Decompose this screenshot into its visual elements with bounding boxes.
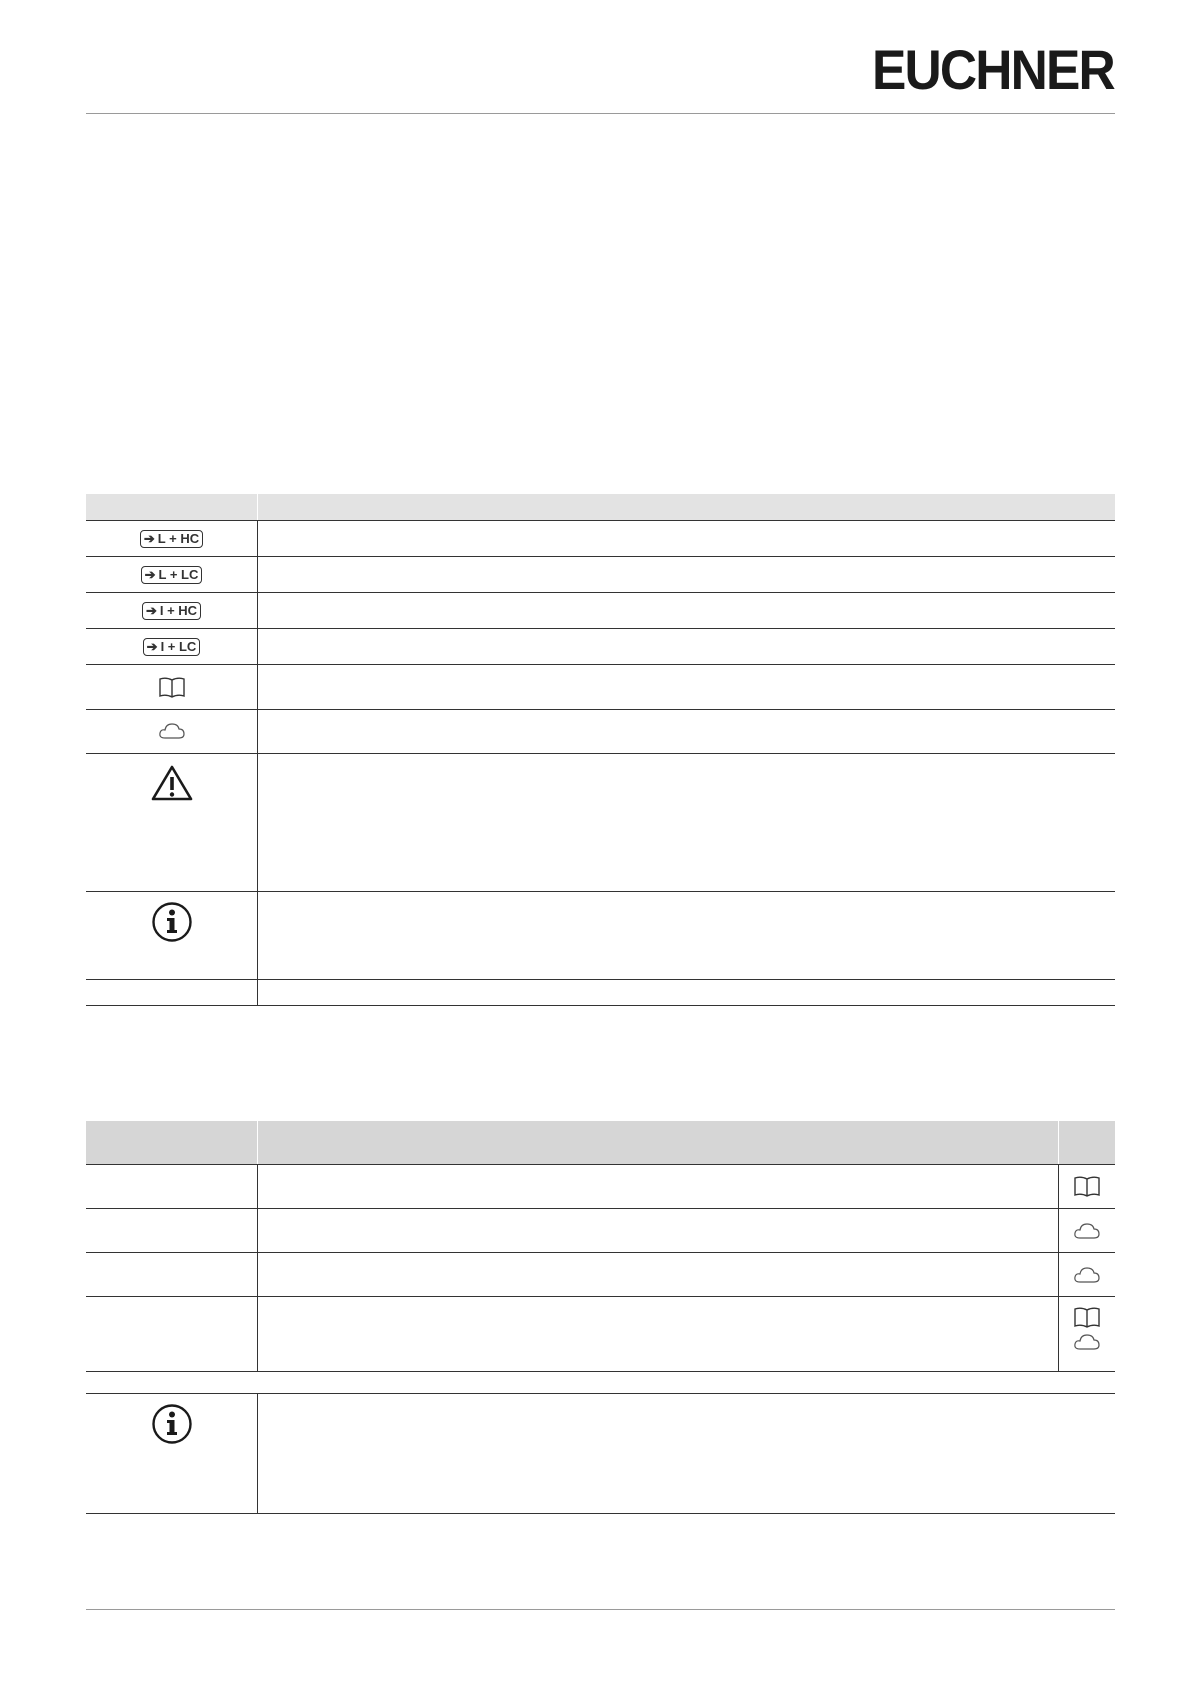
- version-badge: ➔ I + LC: [143, 638, 201, 656]
- version-badge: ➔ L + HC: [140, 530, 203, 548]
- table-row: [86, 1297, 1115, 1372]
- table-row: [86, 892, 1115, 980]
- table-row: [86, 710, 1115, 754]
- symbol-table: [86, 494, 1115, 1006]
- header-divider: [86, 113, 1115, 114]
- book-icon: [1072, 1305, 1102, 1331]
- version-badge: ➔ L + LC: [141, 566, 203, 584]
- cloud-icon: [1072, 1220, 1102, 1242]
- book-icon: [1072, 1174, 1102, 1200]
- document-table: [86, 1121, 1115, 1372]
- book-icon: [157, 675, 187, 701]
- arrow-right-icon: ➔: [143, 531, 155, 546]
- footer-divider: [86, 1609, 1115, 1610]
- arrow-right-icon: ➔: [144, 567, 156, 582]
- cloud-icon: [157, 720, 187, 742]
- document-table-header: [86, 1121, 1115, 1165]
- table-row: [86, 754, 1115, 892]
- arrow-right-icon: ➔: [146, 639, 158, 654]
- table-row: [86, 521, 1115, 557]
- table-row: [86, 980, 1115, 1006]
- cloud-icon: [1072, 1331, 1102, 1353]
- symbol-table-header: [86, 494, 1115, 521]
- warning-triangle-icon: [150, 764, 194, 802]
- table-row: [86, 1165, 1115, 1209]
- table-row: [86, 629, 1115, 665]
- info-circle-icon: [151, 901, 193, 943]
- table-row: [86, 1209, 1115, 1253]
- note-table: [86, 1393, 1115, 1514]
- table-row: [86, 1394, 1115, 1514]
- table-row: [86, 1253, 1115, 1297]
- version-badge: ➔ I + HC: [142, 602, 201, 620]
- arrow-right-icon: ➔: [145, 603, 157, 618]
- cloud-icon: [1072, 1264, 1102, 1286]
- table-row: [86, 557, 1115, 593]
- table-row: [86, 665, 1115, 710]
- info-circle-icon: [151, 1403, 193, 1445]
- table-row: [86, 593, 1115, 629]
- euchner-logo: EUCHNER: [872, 38, 1114, 101]
